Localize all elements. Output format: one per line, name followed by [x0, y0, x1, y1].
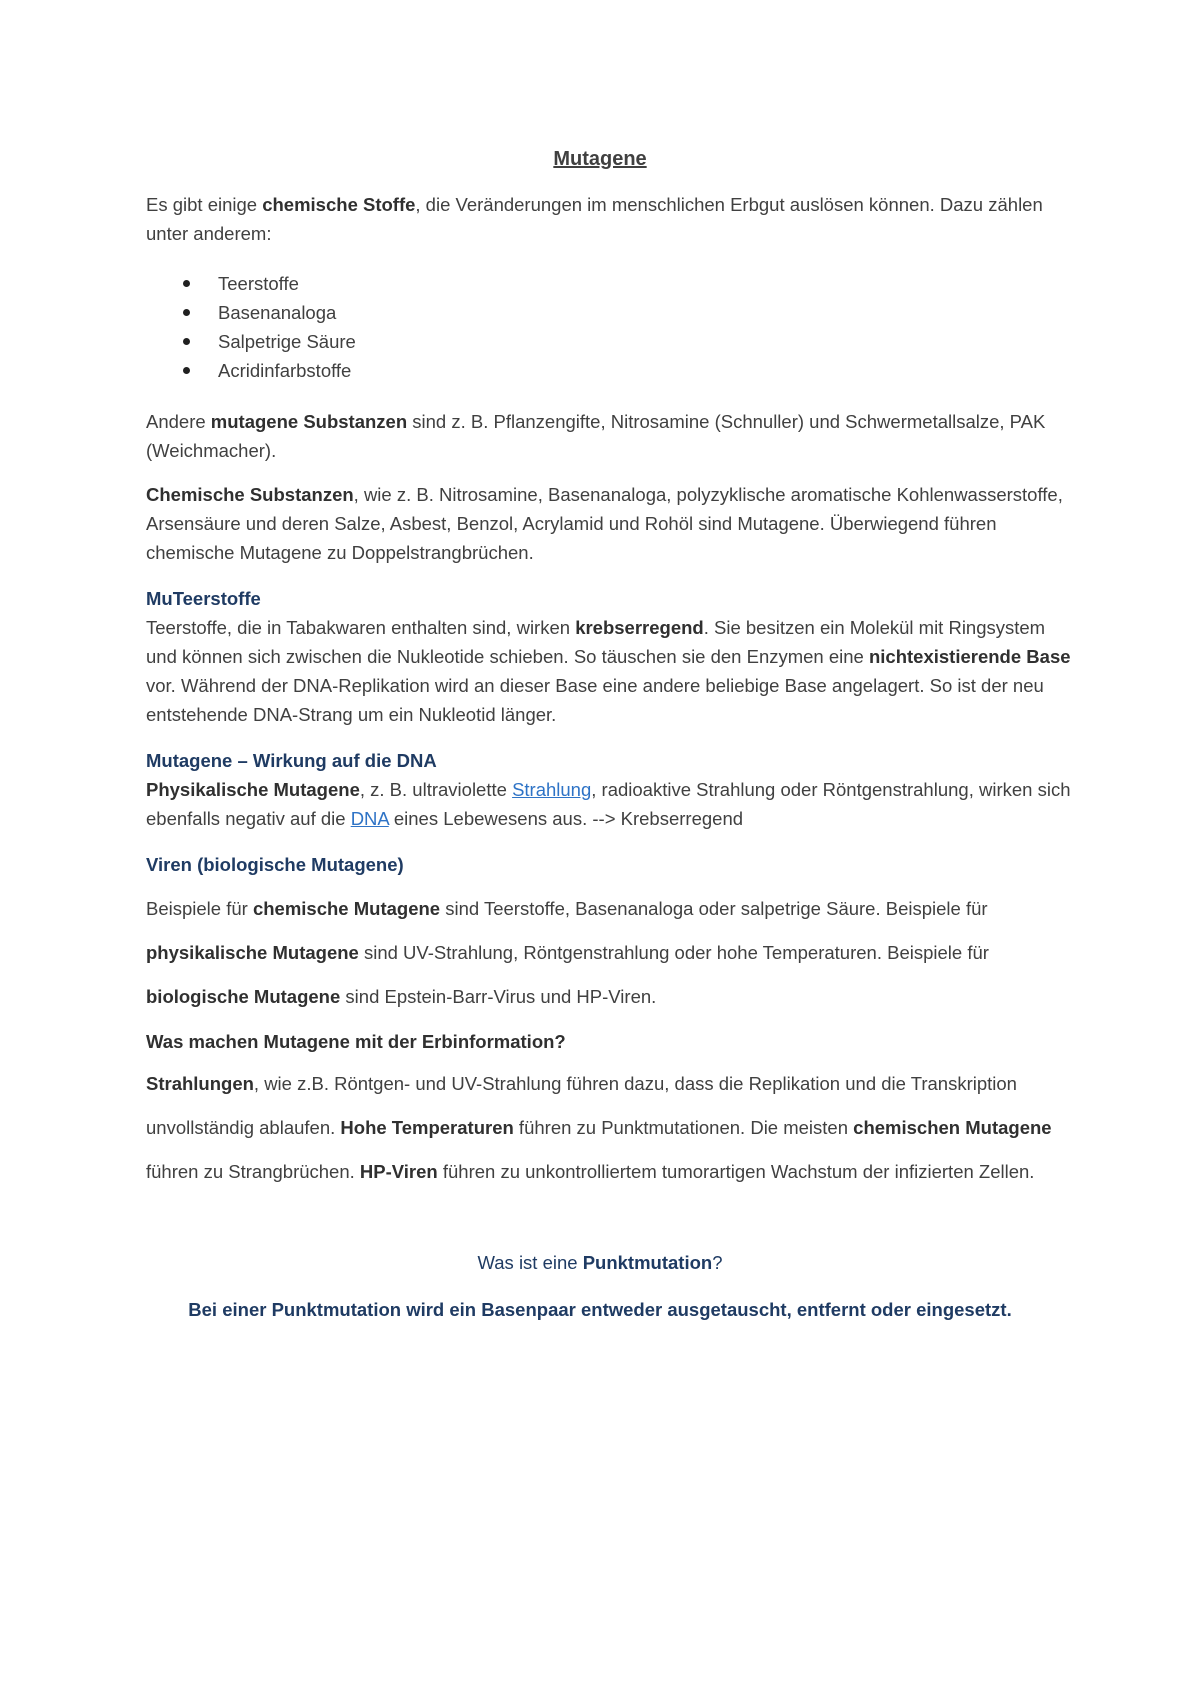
list-item-label: Acridinfarbstoffe — [218, 360, 352, 381]
wirkung-bold-1: Physikalische Mutagene — [146, 779, 360, 800]
viren-text-3: sind UV-Strahlung, Röntgenstrahlung oder hohe Temperaturen. Beispiele für — [358, 942, 989, 963]
bullet-icon — [183, 309, 190, 316]
viren-bold-2: physikalische Mutagene — [146, 942, 359, 963]
bullet-icon — [183, 367, 190, 374]
intro-text-1: Es gibt einige — [146, 194, 263, 215]
erbinfo-bold-4: HP-Viren — [359, 1161, 438, 1182]
teer-text-2: . Sie besitzen ein Molekül mit Ringsystem und können sich zwischen die Nukleotide schieben. So täuschen sie den Enzymen eine — [146, 617, 1046, 667]
teer-bold-2: nichtexistierende Base — [868, 646, 1071, 667]
andere-paragraph — [146, 407, 1076, 465]
bullet-icon — [183, 280, 190, 287]
strahlung-link[interactable]: Strahlung — [512, 779, 592, 800]
teer-heading: MuTeerstoffe — [146, 588, 261, 609]
wirkung-section — [146, 746, 1076, 833]
erbinfo-heading-block — [146, 1027, 1076, 1056]
erbinfo-text-4: führen zu unkontrolliertem tumorartigen Wachstum der infizierten Zellen. — [437, 1161, 1035, 1182]
teer-text-1: Teerstoffe, die in Tabakwaren enthalten sind, wirken — [146, 617, 576, 638]
list-item — [146, 298, 356, 327]
intro-text-2: , die Veränderungen im menschlichen Erbgut auslösen können. Dazu zählen unter anderem: — [146, 194, 1043, 244]
dna-link[interactable]: DNA — [350, 808, 389, 829]
viren-heading-block — [146, 850, 1076, 879]
erbinfo-paragraph — [146, 1062, 1076, 1194]
chemisch-bold-1: Chemische Substanzen — [146, 484, 354, 505]
list-item-label: Teerstoffe — [218, 273, 299, 294]
intro-paragraph — [146, 190, 1076, 248]
teer-bold-1: krebserregend — [575, 617, 704, 638]
list-item-label: Basenanaloga — [218, 302, 337, 323]
answer-line — [0, 1295, 1200, 1324]
erbinfo-text-1: , wie z.B. Röntgen- und UV-Strahlung führen dazu, dass die Replikation und die Transkription unvollständig ablaufen. — [146, 1073, 1017, 1138]
viren-bold-3: biologische Mutagene — [146, 986, 341, 1007]
bullet-icon — [183, 338, 190, 345]
andere-bold-1: mutagene Substanzen — [210, 411, 408, 432]
viren-heading: Viren (biologische Mutagene) — [146, 854, 404, 875]
erbinfo-bold-1: Strahlungen — [146, 1073, 254, 1094]
viren-text-4: sind Epstein-Barr-Virus und HP-Viren. — [340, 986, 657, 1007]
viren-text-2: sind Teerstoffe, Basenanaloga oder salpetrige Säure. Beispiele für — [440, 898, 988, 919]
answer-text: Bei einer Punktmutation wird ein Basenpaar entweder ausgetauscht, entfernt oder eingesetzt. — [188, 1299, 1012, 1320]
list-item — [146, 327, 356, 356]
viren-text-1: Beispiele für — [146, 898, 253, 919]
erbinfo-text-3: führen zu Strangbrüchen. — [146, 1161, 360, 1182]
viren-bold-1: chemische Mutagene — [252, 898, 441, 919]
mutagen-list — [146, 269, 356, 385]
teer-text-3: vor. Während der DNA-Replikation wird an dieser Base eine andere beliebige Base angelagert. So ist der neu entstehende DNA-Strang um ein Nukleotid länger. — [146, 675, 1044, 725]
list-item — [146, 269, 356, 298]
list-item-label: Salpetrige Säure — [218, 331, 356, 352]
andere-text-1: Andere — [146, 411, 211, 432]
list-item — [146, 356, 356, 385]
erbinfo-text-2: führen zu Punktmutationen. Die meisten — [513, 1117, 854, 1138]
teer-section — [146, 584, 1076, 729]
erbinfo-heading: Was machen Mutagene mit der Erbinformation? — [146, 1031, 566, 1052]
wirkung-text-2: , radioaktive Strahlung oder Röntgenstrahlung, wirken sich ebenfalls negativ auf die — [146, 779, 1071, 829]
chemisch-text-1: , wie z. B. Nitrosamine, Basenanaloga, polyzyklische aromatische Kohlenwasserstoffe, Arsensäure und deren Salze, Asbest, Benzol, Acrylamid und Rohöl sind Mutagene. Überwiegend führen chemische Mutagene zu Doppelstrangbrüchen. — [146, 484, 1063, 563]
wirkung-heading: Mutagene – Wirkung auf die DNA — [146, 750, 437, 771]
question-bold-1: Punktmutation — [582, 1252, 713, 1273]
wirkung-text-3: eines Lebewesens aus. --> Krebserregend — [388, 808, 744, 829]
intro-bold-1: chemische Stoffe — [262, 194, 416, 215]
question-line — [0, 1248, 1200, 1277]
question-text-1: Was ist eine — [477, 1252, 583, 1273]
wirkung-text-1: , z. B. ultraviolette — [359, 779, 513, 800]
erbinfo-bold-2: Hohe Temperaturen — [340, 1117, 514, 1138]
erbinfo-bold-3: chemischen Mutagene — [853, 1117, 1052, 1138]
question-text-2: ? — [712, 1252, 723, 1273]
andere-text-2: sind z. B. Pflanzengifte, Nitrosamine (Schnuller) und Schwermetallsalze, PAK (Weichmacher). — [146, 411, 1046, 461]
page-title: Mutagene — [553, 148, 647, 170]
viren-paragraph — [146, 887, 1076, 1019]
chemisch-paragraph — [146, 480, 1076, 567]
